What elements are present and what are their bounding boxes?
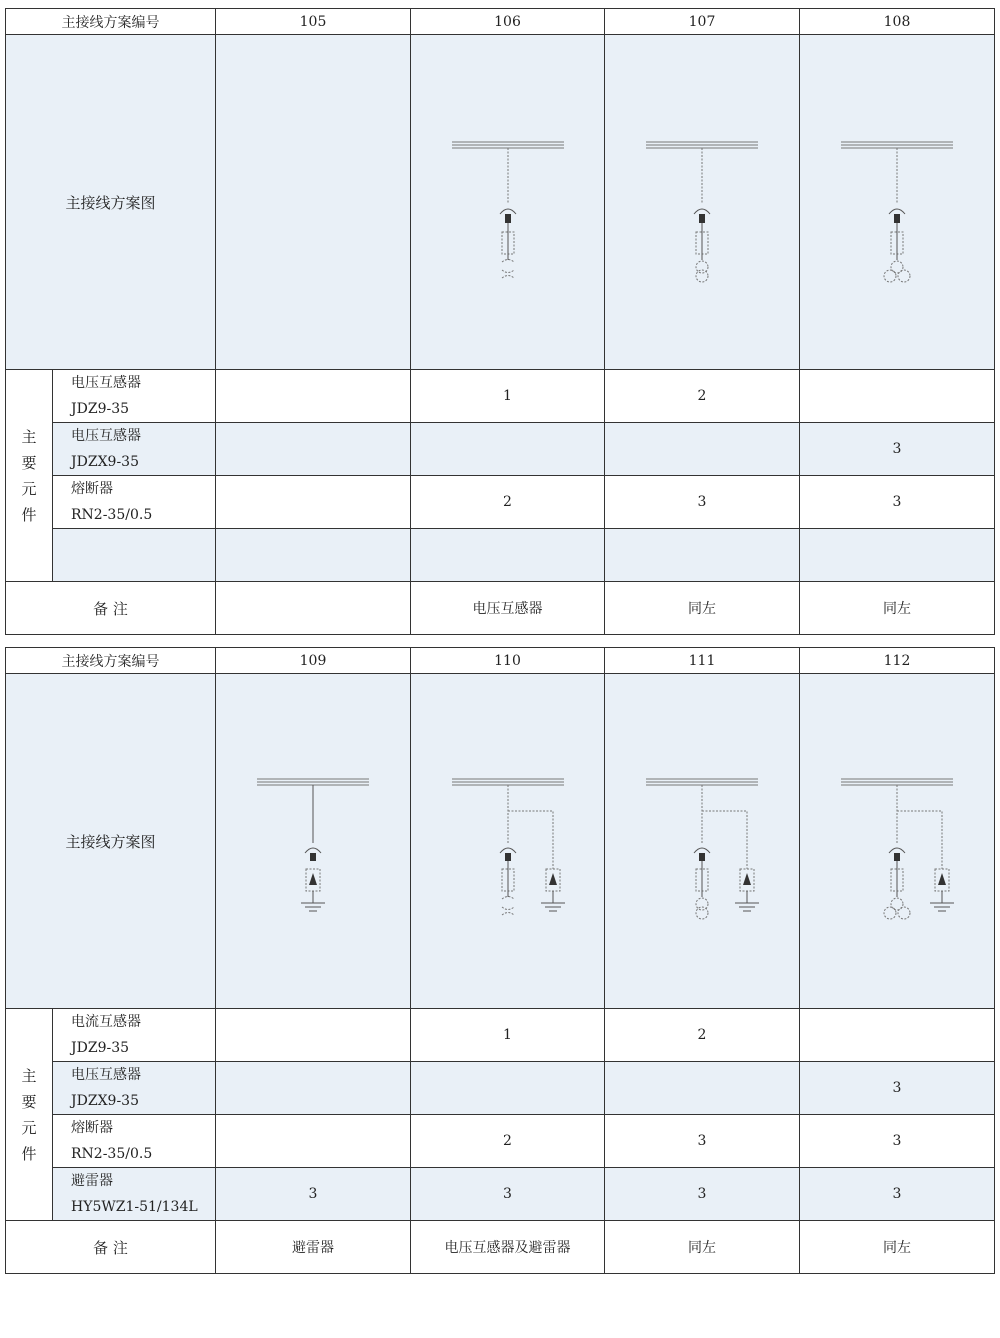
- component-qty: 3: [605, 1168, 800, 1221]
- component-qty: [216, 1062, 411, 1115]
- diagram-cell: [800, 35, 995, 370]
- component-qty: 3: [411, 1168, 605, 1221]
- component-qty: [411, 1062, 605, 1115]
- diagram-label: 主接线方案图: [6, 674, 216, 1009]
- component-name: 电压互感器 JDZ9-35: [53, 370, 216, 423]
- component-qty: 3: [605, 476, 800, 529]
- diagram-cell: [605, 674, 800, 1009]
- component-qty: [216, 1115, 411, 1168]
- component-qty: 3: [800, 1115, 995, 1168]
- remark-cell: 同左: [800, 1221, 995, 1274]
- remark-cell: 同左: [605, 582, 800, 635]
- remark-cell: 电压互感器: [411, 582, 605, 635]
- component-qty: [411, 529, 605, 582]
- component-name: 熔断器 RN2-35/0.5: [53, 476, 216, 529]
- remark-label: 备 注: [6, 582, 216, 635]
- component-name: [53, 529, 216, 582]
- component-qty: 1: [411, 1009, 605, 1062]
- pt-triple-diagram: [827, 112, 967, 292]
- pt-single-arrester-diagram: [438, 751, 578, 931]
- scheme-number: 108: [800, 9, 995, 35]
- component-qty: [605, 423, 800, 476]
- pt-double-arrester-diagram: [632, 751, 772, 931]
- component-qty: 2: [605, 1009, 800, 1062]
- scheme-number: 109: [216, 648, 411, 674]
- scheme-number: 110: [411, 648, 605, 674]
- component-qty: [800, 1009, 995, 1062]
- main-components-label: 主 要 元 件: [6, 1009, 53, 1221]
- component-qty: 2: [605, 370, 800, 423]
- component-qty: [605, 529, 800, 582]
- component-qty: [216, 1009, 411, 1062]
- component-qty: 3: [800, 423, 995, 476]
- main-components-label: 主 要 元 件: [6, 370, 53, 582]
- scheme-table-2: [5, 647, 995, 1274]
- component-qty: 3: [216, 1168, 411, 1221]
- component-qty: [605, 1062, 800, 1115]
- component-name: 电压互感器 JDZX9-35: [53, 1062, 216, 1115]
- pt-triple-arrester-diagram: [827, 751, 967, 931]
- diagram-cell: [411, 35, 605, 370]
- component-qty: 3: [605, 1115, 800, 1168]
- component-name: 避雷器 HY5WZ1-51/134L: [53, 1168, 216, 1221]
- scheme-number: 106: [411, 9, 605, 35]
- pt-double-diagram: [632, 112, 772, 292]
- component-qty: 2: [411, 476, 605, 529]
- diagram-cell: [411, 674, 605, 1009]
- pt-single-diagram: [438, 112, 578, 292]
- header-label: 主接线方案编号: [6, 9, 216, 35]
- component-name: 电流互感器 JDZ9-35: [53, 1009, 216, 1062]
- diagram-cell-empty: [216, 35, 411, 370]
- component-qty: [216, 423, 411, 476]
- remark-cell: 同左: [800, 582, 995, 635]
- component-qty: 1: [411, 370, 605, 423]
- scheme-number: 112: [800, 648, 995, 674]
- component-name: 电压互感器 JDZX9-35: [53, 423, 216, 476]
- remark-cell: 电压互感器及避雷器: [411, 1221, 605, 1274]
- component-qty: [216, 370, 411, 423]
- component-qty: [800, 529, 995, 582]
- component-qty: 3: [800, 1062, 995, 1115]
- scheme-number: 107: [605, 9, 800, 35]
- header-label: 主接线方案编号: [6, 648, 216, 674]
- component-name: 熔断器 RN2-35/0.5: [53, 1115, 216, 1168]
- remark-cell: 避雷器: [216, 1221, 411, 1274]
- remark-cell: 同左: [605, 1221, 800, 1274]
- component-qty: [800, 370, 995, 423]
- scheme-number: 105: [216, 9, 411, 35]
- diagram-cell: [800, 674, 995, 1009]
- arrester-diagram: [243, 751, 383, 931]
- diagram-cell: [216, 674, 411, 1009]
- component-qty: 2: [411, 1115, 605, 1168]
- diagram-cell: [605, 35, 800, 370]
- component-qty: [411, 423, 605, 476]
- scheme-table-1: [5, 8, 995, 635]
- remark-label: 备 注: [6, 1221, 216, 1274]
- component-qty: [216, 529, 411, 582]
- component-qty: 3: [800, 1168, 995, 1221]
- component-qty: 3: [800, 476, 995, 529]
- component-qty: [216, 476, 411, 529]
- remark-cell: [216, 582, 411, 635]
- diagram-label: 主接线方案图: [6, 35, 216, 370]
- scheme-number: 111: [605, 648, 800, 674]
